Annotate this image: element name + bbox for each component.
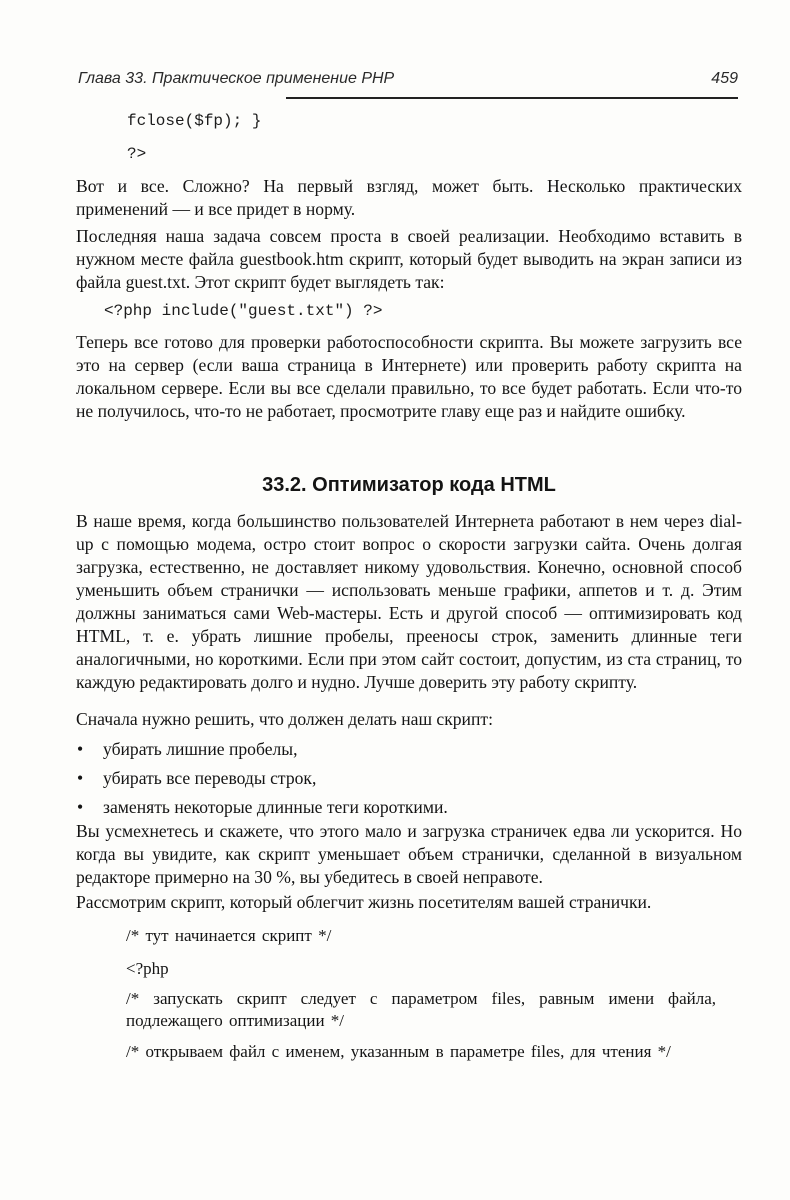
header-rule — [286, 97, 738, 99]
code-php-close: ?> — [127, 145, 147, 163]
chapter-title: Глава 33. Практическое применение PHP — [78, 70, 395, 87]
paragraph-1: Вот и все. Сложно? На первый взгляд, может быть. Несколько практических применений — и все придет в норму. — [76, 176, 742, 219]
page-number: 459 — [711, 70, 738, 87]
list-item-text: убирать лишние пробелы, — [103, 739, 298, 759]
list-item-text: убирать все переводы строк, — [103, 768, 317, 788]
running-header — [78, 70, 738, 92]
paragraph-6: Вы усмехнетесь и скажете, что этого мало и загрузка страничек едва ли ускорится. Но когда вы увидите, как скрипт уменьшает объем странички, сделанной в визуальном редакторе примерно на 30 %, вы убедитесь в своей неправоте. — [76, 821, 742, 887]
list-item — [76, 767, 742, 796]
code-comment-files: /* запускать скрипт следует с параметром files, равным имени файла, подлежащего оптимизации */ — [126, 989, 716, 1030]
code-fclose: fclose($fp); } — [127, 112, 262, 130]
paragraph-4: В наше время, когда большинство пользователей Интернета работают в нем через dial-up с помощью модема, остро стоит вопрос о скорости загрузки сайта. Очень долгая загрузка, естественно, не доставляет никому удовольствия. Конечно, основной способ уменьшить объем странички — использовать меньше графики, аппетов и т. д. Этим должны заниматься сами Web-мастеры. Есть и другой способ — оптимизировать код HTML, т. е. убрать лишние пробелы, прееносы строк, заменить длинные теги аналогичными, но короткими. Если при этом сайт состоит, допустим, из ста страниц, то каждую редактировать долго и нудно. Лучше доверить эту работу скрипту. — [76, 511, 742, 692]
code-include: <?php include("guest.txt") ?> — [104, 302, 383, 320]
list-item — [76, 738, 742, 767]
bullet-marker: • — [77, 739, 84, 759]
paragraph-7: Рассмотрим скрипт, который облегчит жизнь посетителям вашей странички. — [76, 892, 652, 912]
section-heading: 33.2. Оптимизатор кода HTML — [262, 474, 556, 496]
code-comment-open: /* открываем файл с именем, указанным в параметре files, для чтения */ — [126, 1042, 671, 1061]
code-php-open: <?php — [126, 959, 169, 978]
bullet-marker: • — [77, 797, 84, 817]
bullet-list — [76, 738, 742, 825]
code-comment-start: /* тут начинается скрипт */ — [126, 926, 332, 945]
list-item-text: заменять некоторые длинные теги короткими. — [103, 797, 448, 817]
bullet-marker: • — [77, 768, 84, 788]
paragraph-2: Последняя наша задача совсем проста в своей реализации. Необходимо вставить в нужном месте файла guestbook.htm скрипт, который будет выводить на экран записи из файла guest.txt. Этот скрипт будет выглядеть так: — [76, 226, 742, 292]
paragraph-3: Теперь все готово для проверки работоспособности скрипта. Вы можете загрузить все это на сервер (если ваша страница в Интернете) или проверить работу скрипта на локальном сервере. Если вы все сделали правильно, то все будет работать. Если что-то не получилось, что-то не работает, просмотрите главу еще раз и найдите ошибку. — [76, 332, 742, 421]
paragraph-5: Сначала нужно решить, что должен делать наш скрипт: — [76, 709, 493, 729]
